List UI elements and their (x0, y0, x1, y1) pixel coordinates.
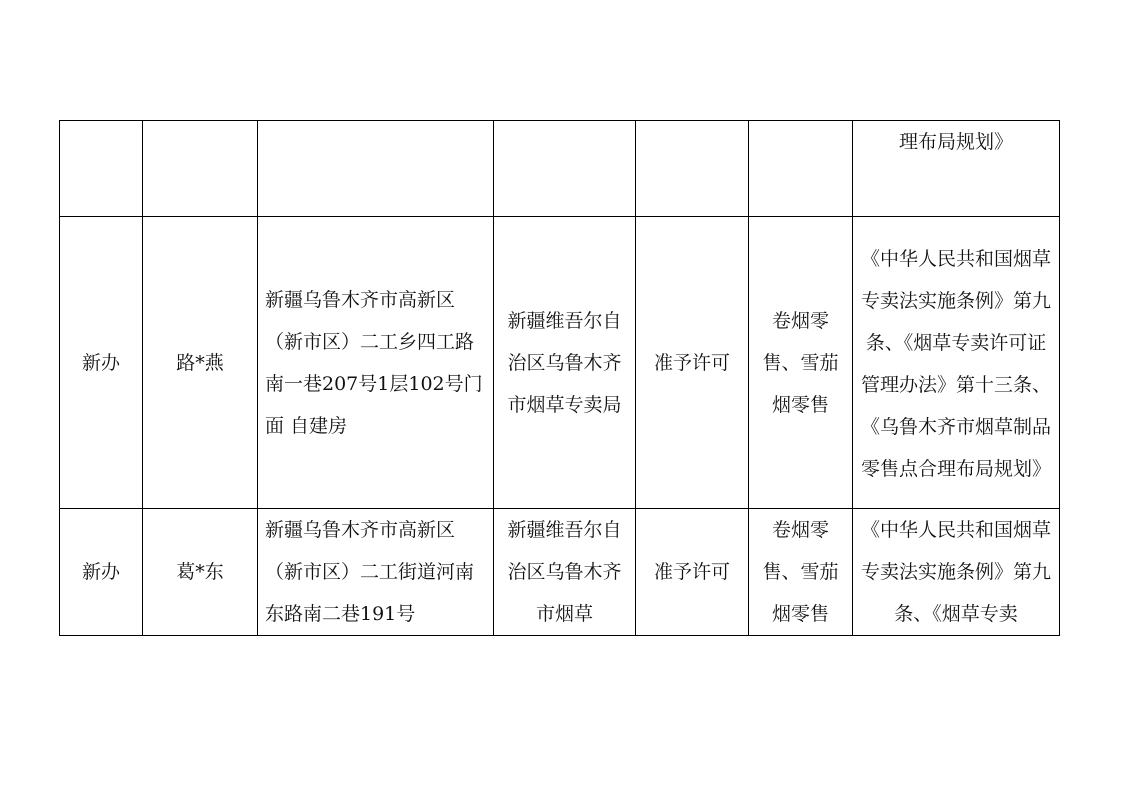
scope-cell (749, 121, 853, 217)
result-cell: 准予许可 (636, 509, 749, 636)
type-cell: 新办 (60, 509, 143, 636)
authority-text: 新疆维吾尔自治区乌鲁木齐市烟草专卖局 (507, 309, 622, 416)
type-cell: 新办 (60, 217, 143, 509)
basis-cell (853, 217, 1060, 509)
authority-cell (494, 509, 636, 636)
address-cell (258, 121, 494, 217)
table-row (60, 217, 1060, 509)
basis-text: 《中华人民共和国烟草专卖法实施条例》第九条、《烟草专卖许可证管理办法》第十三条、《乌鲁木齐市烟草制品零售点合理布局规划》 (860, 247, 1051, 480)
result-cell: 准予许可 (636, 217, 749, 509)
scope-cell (749, 509, 853, 636)
result-cell (636, 121, 749, 217)
name-cell: 路*燕 (143, 217, 258, 509)
address-cell (258, 217, 494, 509)
basis-text: 《中华人民共和国烟草专卖法实施条例》第九条、《烟草专卖 (860, 519, 1051, 625)
basis-text: 理布局规划》 (898, 131, 1013, 153)
table-row (60, 121, 1060, 217)
license-table (59, 120, 1060, 636)
type-cell (60, 121, 143, 217)
name-cell (143, 121, 258, 217)
scope-text: 卷烟零售、雪茄烟零售 (762, 309, 839, 416)
address-text: 新疆乌鲁木齐市高新区（新市区）二工街道河南东路南二巷191号 (265, 519, 475, 625)
authority-cell (494, 121, 636, 217)
address-cell (258, 509, 494, 636)
address-text: 新疆乌鲁木齐市高新区（新市区）二工乡四工路南一巷207号1层102号门面 自建房 (265, 288, 483, 437)
table-row (60, 509, 1060, 636)
name-cell: 葛*东 (143, 509, 258, 636)
basis-cell (853, 509, 1060, 636)
scope-text: 卷烟零售、雪茄烟零售 (762, 519, 839, 625)
authority-cell (494, 217, 636, 509)
authority-text: 新疆维吾尔自治区乌鲁木齐市烟草 (507, 519, 622, 625)
scope-cell (749, 217, 853, 509)
basis-cell (853, 121, 1060, 217)
